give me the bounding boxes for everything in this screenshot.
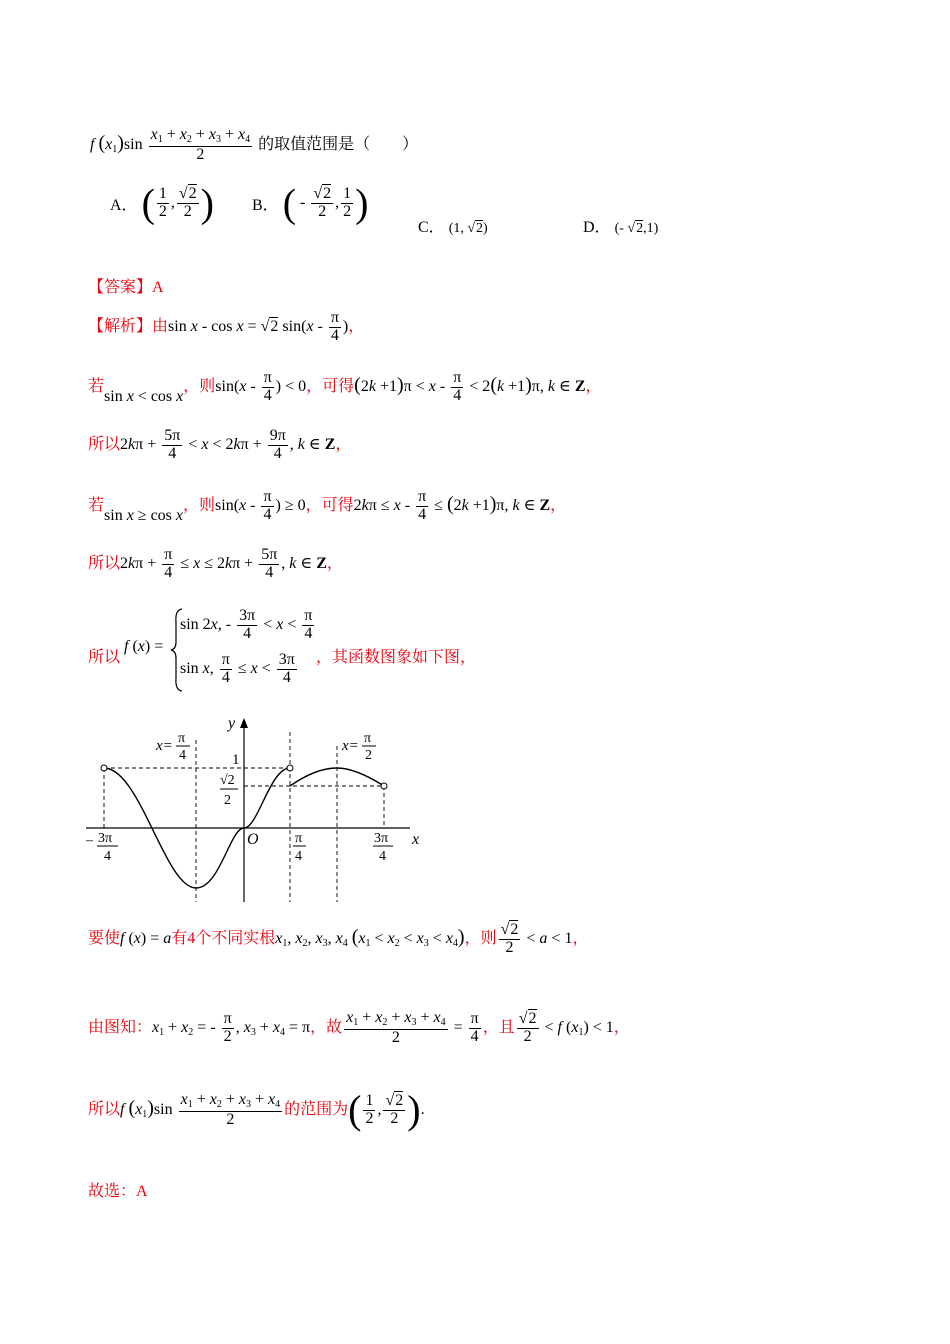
line-label-pi-2 xyxy=(341,731,376,763)
question-stem: f (x1)sin $\frac{x1 + x2 + x3 + x4}{2}$ 的取值范围是（ ） xyxy=(90,126,419,163)
analysis-mid: ，则 xyxy=(183,377,216,395)
conclusion-text: 要使 xyxy=(88,929,121,947)
analysis-line-2: 若sin x < cos x，则sin(x - $\frac{\pi}{4}$ ) < 0，可得(2k +1)π < x - $\frac{\pi}{4}$ < 2(k +1)π, k ∈ Z， xyxy=(88,369,602,405)
answer-tag: 【答案】 xyxy=(88,279,153,296)
analysis-line-1: 【解析】由sin x - cos x = √2 sin(x - $\frac{\pi}{4}$ )， xyxy=(88,309,365,344)
analysis-mid: ，可得 xyxy=(305,496,354,514)
analysis-prefix: 所以 xyxy=(88,554,121,572)
svg-text:x=: x= xyxy=(156,738,173,754)
conclusion-line-3: 所以f (x1)sin $\frac{x1 + x2 + x3 + x4}{2}$ 的范围为( $\frac{1}{2}$ , $\frac{√2}{2}$ ). xyxy=(88,1087,425,1133)
answer-line xyxy=(88,274,164,297)
conclusion-text: . xyxy=(420,1100,425,1118)
open-point-right xyxy=(381,783,387,789)
svg-text:4: 4 xyxy=(379,849,386,864)
analysis-suffix: ， xyxy=(348,317,365,335)
analysis-prefix: 由 xyxy=(152,317,169,335)
conclusion-text: ，且 xyxy=(482,1018,515,1036)
y-axis-arrow xyxy=(240,718,248,728)
option-b-label: B． xyxy=(252,196,279,214)
option-d[interactable]: D． (- √2,1) xyxy=(583,219,659,236)
analysis-suffix: ， xyxy=(550,496,567,514)
svg-text:3π: 3π xyxy=(98,831,113,846)
svg-text:π: π xyxy=(295,831,303,846)
svg-text:π: π xyxy=(178,731,186,746)
analysis-prefix: 所以 xyxy=(88,649,121,666)
one-label: 1 xyxy=(232,752,240,768)
analysis-prefix: 所以 xyxy=(88,435,121,453)
svg-text:–: – xyxy=(86,833,93,848)
analysis-mid: ，则 xyxy=(183,496,216,514)
svg-text:2: 2 xyxy=(224,793,231,808)
analysis-prefix: 若 xyxy=(88,496,105,514)
conclusion-text: 有4个不同实根 xyxy=(171,929,276,947)
analysis-prefix: 若 xyxy=(88,377,105,395)
analysis-line-5: 所以2kπ + $\frac{\pi}{4}$ ≤ x ≤ 2kπ + $\frac{5\pi}{4}$ , k ∈ Z， xyxy=(88,546,343,581)
origin-label: O xyxy=(247,831,259,848)
svg-text:4: 4 xyxy=(179,748,186,763)
svg-text:3π: 3π xyxy=(374,831,389,846)
conclusion-text: 由图知： xyxy=(88,1018,153,1036)
analysis-line-3: 所以2kπ + $\frac{5\pi}{4}$ < x < 2kπ + $\frac{9\pi}{4}$ , k ∈ Z， xyxy=(88,427,352,462)
analysis-suffix: ，其函数图象如下图， xyxy=(316,649,477,666)
open-point-peak xyxy=(287,765,293,771)
conclusion-text: 所以 xyxy=(88,1100,121,1118)
svg-text:√2: √2 xyxy=(220,773,235,788)
conclusion-text: ，故 xyxy=(310,1018,343,1036)
conclusion-text: ， xyxy=(572,929,589,947)
function-graph xyxy=(80,712,430,907)
option-d-label: D． xyxy=(583,219,611,236)
analysis-suffix: ， xyxy=(585,377,602,395)
tick-3pi-4 xyxy=(373,831,393,864)
sqrt2-over-2-label xyxy=(220,773,238,808)
analysis-line-4: 若sin x ≥ cos x，则sin(x - $\frac{\pi}{4}$ ) ≥ 0，可得2kπ ≤ x - $\frac{\pi}{4}$ ≤ (2k +1)π, k ∈ Z， xyxy=(88,488,567,524)
x-label: x xyxy=(412,831,420,848)
conclusion-line-2: 由图知：x1 + x2 = - $\frac{\pi}{2}$ , x3 + x4 = π，故 $\frac{x1 + x2 + x3 + x4}{2}$ = $\frac{\pi}{4}$ ，且 $\frac{√2}{2}$ < f (x1) < 1， xyxy=(88,1009,630,1046)
svg-text:4: 4 xyxy=(295,849,302,864)
analysis-mid: ，可得 xyxy=(306,377,355,395)
option-c-label: C． xyxy=(418,219,445,236)
conclusion-line-1: 要使f (x) = a有4个不同实根x1, x2, x3, x4 (x1 < x2 < x3 < x4)，则 $\frac{√2}{2}$ < a < 1， xyxy=(88,921,589,956)
conclusion-text: 的范围为 xyxy=(284,1100,349,1118)
open-point-left xyxy=(101,765,107,771)
analysis-suffix: ， xyxy=(335,435,352,453)
svg-text:2: 2 xyxy=(365,748,372,763)
option-b[interactable]: B． ( - $\frac{√2}{2}$ , $\frac{1}{2}$ ) xyxy=(252,180,369,226)
y-label: y xyxy=(228,715,236,732)
line-label-pi-4 xyxy=(155,731,190,763)
analysis-tag: 【解析】 xyxy=(88,317,153,335)
conclusion-text: ，则 xyxy=(464,929,497,947)
svg-text:π: π xyxy=(364,731,372,746)
answer-value: A xyxy=(152,279,164,296)
analysis-suffix: ， xyxy=(326,554,343,572)
tick-neg-3pi-4 xyxy=(85,831,118,864)
option-c[interactable]: C． (1, √2) xyxy=(418,219,488,236)
option-a-label: A． xyxy=(110,196,138,214)
svg-text:4: 4 xyxy=(104,849,111,864)
conclusion-text: ， xyxy=(613,1018,630,1036)
final-answer: 故选：A xyxy=(88,1183,148,1200)
tick-pi-4 xyxy=(293,831,306,864)
stem-tail: 的取值范围是（ ） xyxy=(258,135,419,153)
svg-text:x=: x= xyxy=(342,738,359,754)
option-a[interactable]: A． ( $\frac{1}{2}$ , $\frac{√2}{2}$ ) xyxy=(110,180,214,226)
